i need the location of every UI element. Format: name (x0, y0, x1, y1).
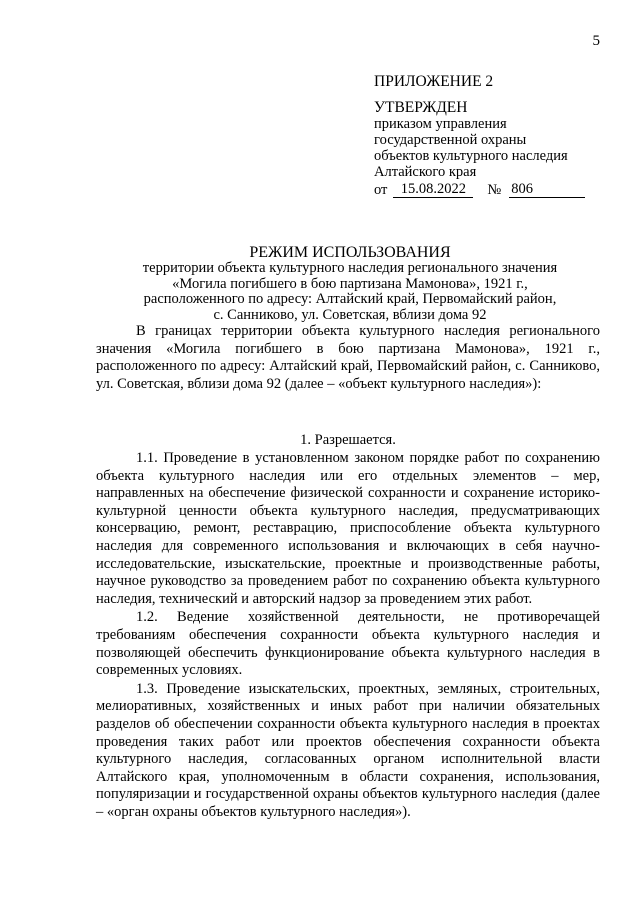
section-body (96, 450, 600, 821)
section-heading: 1. Разрешается. (300, 432, 396, 448)
order-date: 15.08.2022 (393, 181, 473, 198)
approval-line: государственной охраны (374, 132, 527, 148)
appendix-label: ПРИЛОЖЕНИЕ 2 (374, 73, 494, 90)
paragraph-1-2: 1.2. Ведение хозяйственной деятельности, не противоречащей требованиям обеспечения сохранности объекта культурного наследия и позволяющей обеспечить функционирование объекта культурного наследия в современных условиях. (96, 609, 600, 679)
order-number-label: № (487, 182, 502, 198)
title-line: «Могила погибшего в бою партизана Мамонова», 1921 г., (172, 275, 528, 292)
order-number: 806 (509, 181, 585, 198)
approval-line: объектов культурного наследия (374, 148, 568, 164)
title-line: территории объекта культурного наследия регионального значения (142, 260, 558, 276)
paragraph-1-1: 1.1. Проведение в установленном законом порядке работ по сохранению объекта культурного наследия или его отдельных элементов – мер, направленных на обеспечение физической сохранности и сохранение историко-культурной ценности объекта культурного наследия, предусматривающих консервацию, ремонт, реставрацию, приспособление объекта культурного наследия для современного использования и включающих в себя научно-исследовательские, изыскательские, проектные и производственные работы, научное руководство за проведением работ по сохранению объекта культурного наследия, технический и авторский надзор за проведением этих работ. (96, 450, 600, 607)
approved-label: УТВЕРЖДЕН (374, 99, 468, 116)
document-title: РЕЖИМ ИСПОЛЬЗОВАНИЯ (249, 244, 451, 261)
page-number: 5 (592, 33, 600, 49)
paragraph-1-3: 1.3. Проведение изыскательских, проектных, земляных, строительных, мелиоративных, хозяйственных и иных работ при наличии обязательных разделов об обеспечении сохранности объекта культурного наследия в проектах проведения таких работ или проектов обеспечения сохранности объекта культурного наследия, согласованных органом исполнительной власти Алтайского края, уполномоченным в области сохранения, использования, популяризации и государственной охраны объектов культурного наследия (далее – «орган охраны объектов культурного наследия»). (96, 680, 600, 820)
title-line: с. Санниково, ул. Советская, вблизи дома 92 (213, 306, 487, 323)
intro-paragraph: В границах территории объекта культурного наследия регионального значения «Могила погибшего в бою партизана Мамонова», 1921 г., расположенного по адресу: Алтайский край, Первомайский район, с. Санниково, ул. Советская, вблизи дома 92 (далее – «объект культурного наследия»): (96, 323, 600, 392)
intro-text (96, 323, 600, 393)
approval-line: приказом управления (374, 116, 507, 132)
title-line: расположенного по адресу: Алтайский край, Первомайский район, (143, 291, 557, 307)
order-from-label: от (374, 182, 388, 198)
approval-line: Алтайского края (374, 164, 477, 180)
order-line (374, 181, 614, 198)
approval-block (374, 74, 614, 198)
document-title-block (108, 244, 592, 323)
